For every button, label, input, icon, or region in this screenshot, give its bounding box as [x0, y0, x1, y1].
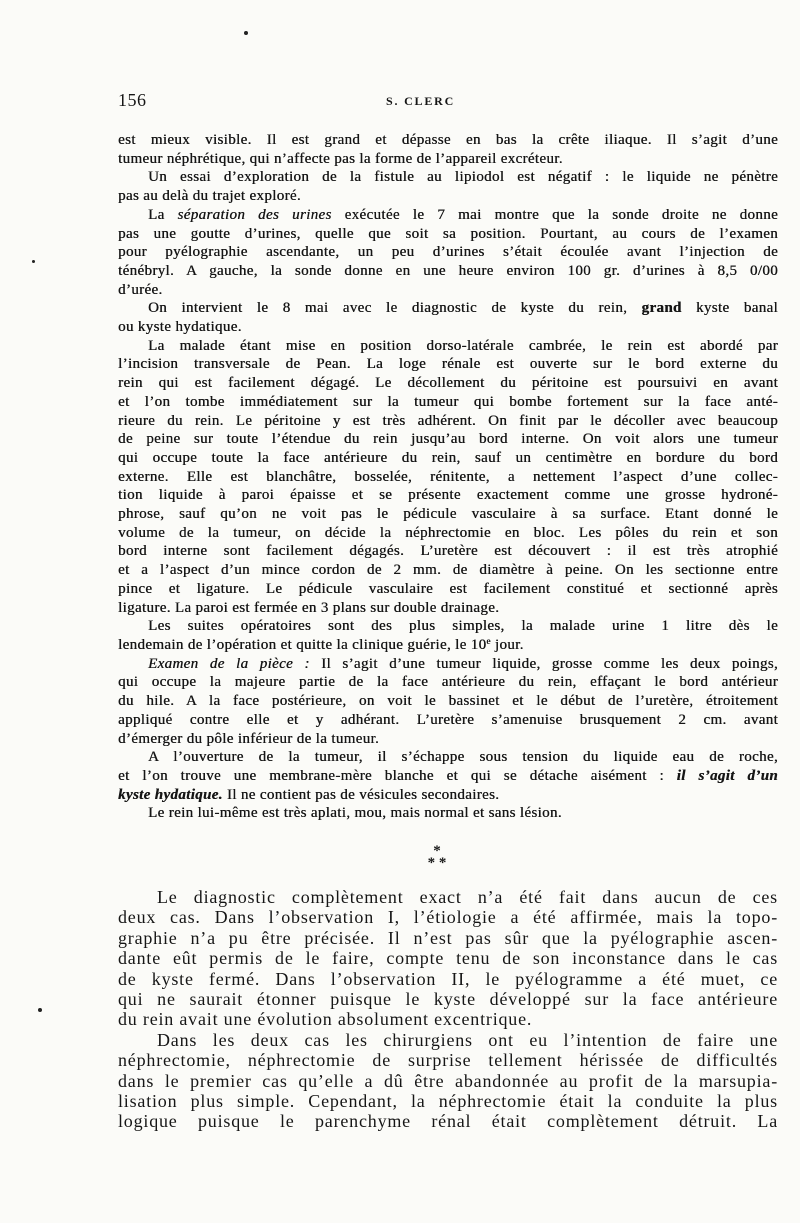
text-line: qui ne saurait étonner puisque le kyste développé sur la face antérieure	[118, 989, 778, 1010]
paragraph	[118, 887, 778, 1030]
text-line: ou kyste hydatique.	[118, 319, 242, 336]
text-line: est mieux visible. Il est grand et dépasse en bas la crête iliaque. Il s’agit d’une	[118, 132, 778, 148]
scan-speck	[32, 260, 35, 263]
text-line: Le rein lui-même est très aplati, mou, mais normal et sans lésion.	[148, 805, 562, 822]
text-line	[118, 636, 778, 655]
text-line: rein qui est facilement dégagé. Le décollement du péritoine est poursuivi en avant	[118, 375, 778, 392]
text-line: lisation plus simple. Cependant, la néphrectomie était la conduite la plus	[118, 1091, 778, 1112]
text-line: pour pyélographie ascendante, un peu d’urines s’était écoulée avant l’injection de	[118, 244, 778, 261]
paragraph	[118, 206, 778, 300]
text-line: bord interne sont facilement dégagés. L’uretère est découvert : il est très atrophié	[118, 543, 778, 560]
text-run: et l’on trouve une membrane-mère blanche et qui se détache aisément :	[118, 767, 677, 784]
scan-speck	[38, 1008, 42, 1012]
text-line: et a l’aspect d’un mince cordon de 2 mm. de diamètre à peine. On les sectionne entre	[118, 562, 778, 579]
text-line: volume de la tumeur, on décide la néphrectomie en bloc. Les pôles du rein et son	[118, 524, 778, 541]
text-line: A l’ouverture de la tumeur, il s’échappe sous tension du liquide eau de roche,	[148, 749, 778, 766]
paragraph	[118, 1030, 778, 1132]
paragraph	[118, 168, 778, 205]
bold-text: grand	[641, 300, 682, 317]
text-run: exécutée le 7 mai montre que la sonde droite ne donne	[331, 206, 778, 223]
text-run: kyste banal	[681, 300, 778, 317]
paragraph	[118, 299, 778, 336]
scan-speck	[244, 31, 248, 35]
text-run: On intervient le 8 mai avec le diagnostic de kyste du rein,	[148, 300, 642, 317]
text-line: Un essai d’exploration de la fistule au lipiodol est négatif : le liquide ne pénètre	[148, 169, 778, 186]
superscript: e	[486, 636, 491, 647]
text-line: tion liquide à paroi épaisse et se présente exactement comme une grosse hydroné-	[118, 487, 778, 504]
paragraph	[118, 617, 778, 654]
text-line: qui occupe la majeure partie de la face antérieure du rein, effaçant le bord antérieur	[118, 674, 778, 691]
page-number: 156	[118, 90, 147, 110]
text-line: et l’on tombe immédiatement sur la tumeur qui bombe fortement sur la face anté-	[118, 393, 778, 410]
text-line	[118, 206, 778, 225]
text-line: pince et ligature. Le pédicule vasculaire est facilement constitué et sectionné après	[118, 580, 778, 597]
text-line: d’urée.	[118, 281, 163, 298]
text-line: Dans les deux cas les chirurgiens ont eu l’intention de faire une	[157, 1029, 778, 1050]
text-line: du hile. A la face postérieure, on voit le bassinet et le début de l’uretère, étroitement	[118, 693, 778, 710]
text-line: logique puisque le parenchyme rénal était complètement détruit. La	[118, 1111, 778, 1132]
text-line	[118, 786, 778, 805]
text-line: néphrectomie, néphrectomie de surprise tellement hérissée de difficultés	[118, 1050, 778, 1071]
text-line: pas une goutte d’urines, quelle que soit sa position. Pourtant, au cours de l’examen	[118, 225, 778, 242]
case-report-small-print	[118, 131, 778, 823]
paragraph	[118, 131, 778, 168]
asterism-bottom: * *	[427, 855, 447, 871]
text-line	[118, 655, 778, 674]
asterism-top: *	[433, 843, 441, 859]
text-line: de kyste fermé. Dans l’observation II, le pyélogramme a été muet, ce	[118, 968, 778, 989]
text-line: appliqué contre elle et y adhérant. L’uretère s’amenuise brusquement 2 cm. avant	[118, 711, 778, 728]
text-line: pas au delà du trajet exploré.	[118, 188, 301, 205]
text-line: ligature. La paroi est fermée en 3 plans sur double drainage.	[118, 599, 500, 616]
text-line: rieure du rein. Le péritoine y est très adhérent. On finit par le décoller avec beaucoup	[118, 412, 778, 429]
text-line: externe. Elle est blanchâtre, bosselée, rénitente, a nettement l’aspect d’une collec-	[118, 468, 778, 485]
text-line: ténébryl. A gauche, la sonde donne en une heure environ 100 gr. d’urines à 8,5 0/00	[118, 262, 778, 279]
text-run: jour.	[490, 636, 524, 653]
text-run: lendemain de l’opération et quitte la clinique guérie, le 10	[118, 636, 487, 653]
text-line: du rein avait une évolution absolument excentrique.	[118, 1009, 533, 1030]
bold-italic-text: kyste hydatique.	[118, 786, 223, 803]
text-line: qui occupe toute la face antérieure du rein, sauf un centimètre en bordure du bord	[118, 449, 778, 466]
text-run: La	[148, 206, 178, 223]
text-line: Les suites opératoires sont des plus simples, la malade urine 1 litre dès le	[148, 618, 778, 635]
text-line	[118, 767, 778, 786]
text-line: d’émerger du pôle inférieur de la tumeur.	[118, 730, 380, 747]
text-line: phrose, sauf qu’on ne voit pas le pédicule vasculaire à sa surface. Etant donné le	[118, 506, 778, 523]
text-line: de peine sur toute l’étendue du rein jusqu’au bord interne. On voit alors une tumeur	[118, 431, 778, 448]
text-line: dans le premier cas qu’elle a dû être abandonnée au profit de la marsupia-	[118, 1070, 778, 1091]
paragraph	[118, 748, 778, 804]
italic-text: séparation des urines	[177, 206, 332, 223]
text-line: tumeur néphrétique, qui n’affecte pas la forme de l’appareil excréteur.	[118, 150, 563, 167]
discussion-body-text	[118, 887, 778, 1132]
text-line: dante eût permis de le faire, compte tenu de son inconstance dans le cas	[118, 948, 778, 969]
text-run: Il s’agit d’une tumeur liquide, grosse comme les deux poings,	[309, 655, 778, 672]
paragraph	[118, 337, 778, 618]
text-line: graphie n’a pu être précisée. Il n’est pas sûr que la pyélographie ascen-	[118, 927, 778, 948]
italic-text: Examen de la pièce :	[148, 655, 310, 672]
text-line: l’incision transversale de Pean. La loge rénale est ouverte sur le bord externe du	[118, 356, 778, 373]
running-head: S. CLERC	[386, 94, 456, 108]
text-line: deux cas. Dans l’observation I, l’étiologie a été affirmée, mais la topo-	[118, 907, 778, 928]
text-line: Le diagnostic complètement exact n’a été fait dans aucun de ces	[157, 887, 778, 907]
paragraph	[118, 804, 778, 823]
paragraph	[118, 655, 778, 749]
bold-italic-text: il s’agit d’un	[676, 767, 778, 784]
text-line: La malade étant mise en position dorso-latérale cambrée, le rein est abordé par	[148, 337, 778, 354]
text-run: Il ne contient pas de vésicules secondaires.	[222, 786, 500, 803]
text-line	[118, 299, 778, 318]
